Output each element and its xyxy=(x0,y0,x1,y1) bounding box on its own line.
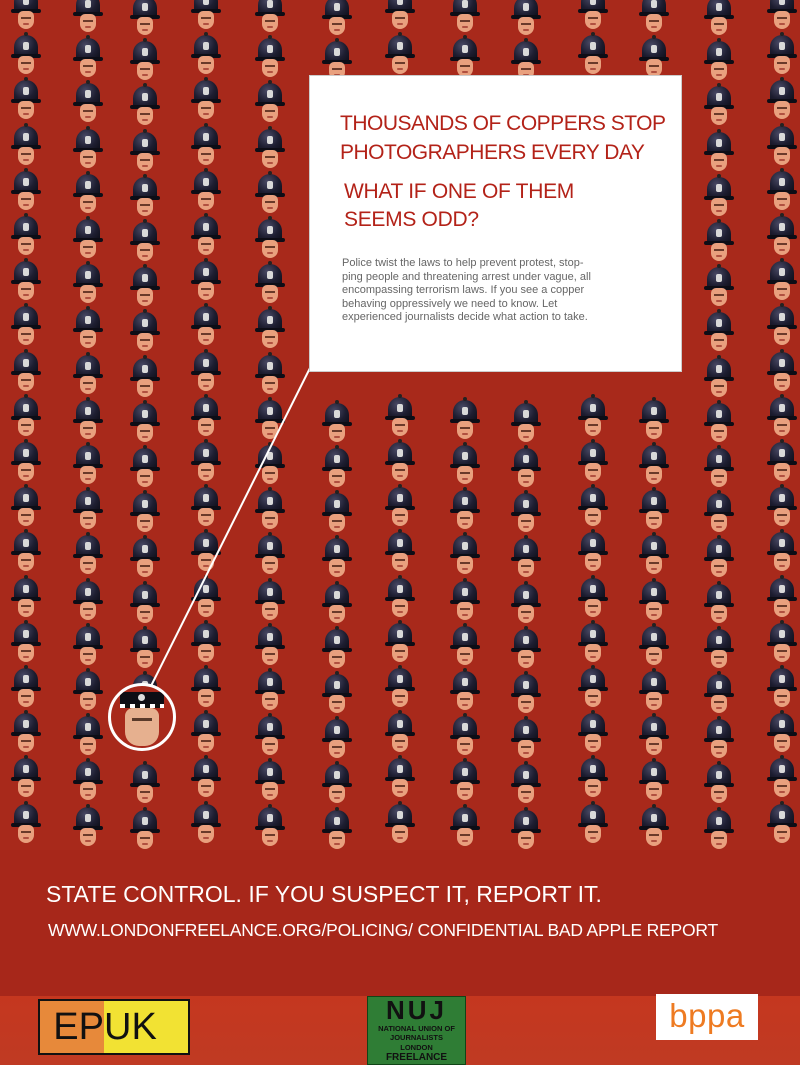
police-helmet-icon xyxy=(320,448,354,490)
nuj-logo xyxy=(367,996,466,1065)
epuk-logo-uk: UK xyxy=(104,1006,157,1048)
subheadline-line-2: SEEMS ODD? xyxy=(344,208,479,231)
police-helmet-icon xyxy=(71,174,105,216)
police-helmet-icon xyxy=(765,126,799,168)
police-helmet-icon xyxy=(9,0,43,32)
police-helmet-icon xyxy=(128,764,162,806)
police-helmet-icon xyxy=(253,174,287,216)
police-helmet-icon xyxy=(320,629,354,671)
police-helmet-icon xyxy=(637,807,671,849)
police-helmet-icon xyxy=(253,671,287,713)
police-helmet-icon xyxy=(637,38,671,80)
police-helmet-icon xyxy=(9,216,43,258)
police-helmet-icon xyxy=(189,35,223,77)
police-helmet-icon xyxy=(637,445,671,487)
police-helmet-icon xyxy=(637,490,671,532)
police-helmet-icon xyxy=(448,671,482,713)
police-helmet-icon xyxy=(702,132,736,174)
police-helmet-icon xyxy=(383,713,417,755)
police-helmet-icon xyxy=(253,355,287,397)
police-helmet-icon xyxy=(765,758,799,800)
police-helmet-icon xyxy=(765,0,799,32)
police-helmet-icon xyxy=(189,352,223,394)
police-helmet-icon xyxy=(320,493,354,535)
police-helmet-icon xyxy=(189,306,223,348)
police-helmet-icon xyxy=(189,442,223,484)
police-helmet-icon xyxy=(702,0,736,38)
police-helmet-icon xyxy=(9,171,43,213)
police-helmet-icon xyxy=(189,126,223,168)
police-helmet-icon xyxy=(765,442,799,484)
callout-text-box xyxy=(309,75,682,372)
police-helmet-icon xyxy=(189,623,223,665)
police-helmet-icon xyxy=(637,581,671,623)
police-helmet-icon xyxy=(9,261,43,303)
police-helmet-icon xyxy=(702,41,736,83)
police-helmet-icon xyxy=(320,764,354,806)
police-helmet-icon xyxy=(383,668,417,710)
police-helmet-icon xyxy=(71,355,105,397)
police-helmet-icon xyxy=(383,578,417,620)
police-helmet-icon xyxy=(71,445,105,487)
police-helmet-icon xyxy=(9,713,43,755)
police-helmet-icon xyxy=(189,758,223,800)
police-helmet-icon xyxy=(71,716,105,758)
police-helmet-icon xyxy=(189,0,223,32)
body-line-5: experienced journalists decide what action to take. xyxy=(342,311,588,323)
police-helmet-icon xyxy=(9,668,43,710)
police-helmet-icon xyxy=(765,487,799,529)
police-helmet-icon xyxy=(765,306,799,348)
police-helmet-icon xyxy=(576,442,610,484)
police-helmet-icon xyxy=(71,535,105,577)
police-helmet-icon xyxy=(253,761,287,803)
police-helmet-icon xyxy=(128,538,162,580)
police-helmet-icon xyxy=(71,581,105,623)
police-helmet-icon xyxy=(383,0,417,32)
police-helmet-icon xyxy=(702,629,736,671)
police-helmet-icon xyxy=(71,309,105,351)
police-helmet-icon xyxy=(383,758,417,800)
police-helmet-icon xyxy=(448,807,482,849)
police-helmet-icon xyxy=(253,129,287,171)
police-helmet-icon xyxy=(702,810,736,850)
police-helmet-icon xyxy=(320,719,354,761)
police-helmet-icon xyxy=(189,578,223,620)
police-helmet-icon xyxy=(128,629,162,671)
police-helmet-icon xyxy=(9,352,43,394)
police-helmet-icon xyxy=(576,623,610,665)
police-helmet-icon xyxy=(765,804,799,846)
police-helmet-icon xyxy=(702,448,736,490)
police-helmet-icon xyxy=(702,584,736,626)
police-helmet-icon xyxy=(9,397,43,439)
police-helmet-icon xyxy=(128,267,162,309)
police-helmet-icon xyxy=(448,0,482,35)
police-helmet-icon xyxy=(71,626,105,668)
police-helmet-icon xyxy=(253,535,287,577)
police-helmet-icon xyxy=(637,400,671,442)
police-helmet-icon xyxy=(189,713,223,755)
police-helmet-icon xyxy=(765,80,799,122)
police-helmet-icon xyxy=(253,581,287,623)
police-helmet-icon xyxy=(253,490,287,532)
police-helmet-icon xyxy=(71,83,105,125)
police-helmet-icon xyxy=(383,487,417,529)
police-helmet-icon xyxy=(637,716,671,758)
police-helmet-icon xyxy=(702,86,736,128)
police-helmet-icon xyxy=(576,397,610,439)
police-helmet-icon xyxy=(509,0,543,38)
cap-badge-icon xyxy=(138,694,145,701)
police-helmet-icon xyxy=(128,0,162,38)
police-helmet-icon xyxy=(509,538,543,580)
police-helmet-icon xyxy=(9,623,43,665)
body-line-2: ping people and threatening arrest under vague, all xyxy=(342,270,591,283)
police-helmet-icon xyxy=(320,403,354,445)
police-helmet-icon xyxy=(448,626,482,668)
police-helmet-icon xyxy=(576,578,610,620)
bppa-logo: bppa xyxy=(656,994,758,1040)
police-helmet-icon xyxy=(509,584,543,626)
police-helmet-icon xyxy=(253,400,287,442)
police-helmet-icon xyxy=(320,538,354,580)
police-helmet-icon xyxy=(71,807,105,849)
police-helmet-icon xyxy=(128,403,162,445)
police-helmet-icon xyxy=(320,810,354,850)
police-helmet-icon xyxy=(702,719,736,761)
police-helmet-icon xyxy=(765,352,799,394)
police-helmet-icon xyxy=(253,626,287,668)
police-helmet-icon xyxy=(189,171,223,213)
headline-line-1: THOUSANDS OF COPPERS STOP xyxy=(340,112,666,135)
police-helmet-icon xyxy=(128,448,162,490)
police-helmet-icon xyxy=(448,400,482,442)
police-helmet-icon xyxy=(128,493,162,535)
police-helmet-icon xyxy=(702,177,736,219)
police-helmet-icon xyxy=(576,487,610,529)
police-helmet-icon xyxy=(765,668,799,710)
police-helmet-icon xyxy=(576,713,610,755)
police-helmet-icon xyxy=(71,400,105,442)
police-helmet-icon xyxy=(253,83,287,125)
police-helmet-icon xyxy=(509,403,543,445)
police-helmet-icon xyxy=(189,668,223,710)
police-helmet-icon xyxy=(509,764,543,806)
police-helmet-icon xyxy=(765,171,799,213)
police-helmet-icon xyxy=(71,264,105,306)
body-line-4: behaving oppressively we need to know. Let xyxy=(342,297,558,310)
nuj-logo-title: NUJ xyxy=(385,996,447,1025)
police-helmet-icon xyxy=(383,35,417,77)
police-helmet-icon xyxy=(702,358,736,400)
police-helmet-icon xyxy=(637,626,671,668)
police-helmet-icon xyxy=(509,629,543,671)
police-helmet-icon xyxy=(576,35,610,77)
police-helmet-icon xyxy=(765,397,799,439)
epuk-logo-ep: EP xyxy=(40,1001,104,1053)
footer-band xyxy=(0,850,800,1065)
body-line-1: Police twist the laws to help prevent protest, stop- xyxy=(342,257,584,269)
police-helmet-icon xyxy=(128,132,162,174)
police-helmet-icon xyxy=(765,623,799,665)
police-helmet-icon xyxy=(71,0,105,35)
police-helmet-icon xyxy=(253,309,287,351)
police-helmet-icon xyxy=(189,487,223,529)
nuj-logo-line-4: FREELANCE xyxy=(385,1052,448,1063)
police-helmet-icon xyxy=(509,674,543,716)
subheadline xyxy=(344,178,664,234)
body-line-3: encompassing terrorism laws. If you see a copper xyxy=(342,284,585,296)
police-helmet-icon xyxy=(9,487,43,529)
subheadline-line-1: WHAT IF ONE OF THEM xyxy=(344,180,574,203)
police-helmet-icon xyxy=(448,581,482,623)
police-helmet-icon xyxy=(189,261,223,303)
headline-line-2: PHOTOGRAPHERS EVERY DAY xyxy=(340,141,645,164)
police-helmet-icon xyxy=(253,445,287,487)
police-helmet-icon xyxy=(71,761,105,803)
police-helmet-icon xyxy=(128,584,162,626)
police-helmet-icon xyxy=(637,761,671,803)
police-helmet-icon xyxy=(637,535,671,577)
slogan: STATE CONTROL. IF YOU SUSPECT IT, REPORT IT. xyxy=(46,881,602,907)
police-helmet-icon xyxy=(253,807,287,849)
police-helmet-icon xyxy=(448,761,482,803)
police-helmet-icon xyxy=(765,216,799,258)
police-helmet-icon xyxy=(253,716,287,758)
police-helmet-icon xyxy=(253,219,287,261)
police-helmet-icon xyxy=(702,674,736,716)
nuj-logo-text-national-union: NATIONAL UNION xyxy=(378,1024,443,1033)
police-helmet-icon xyxy=(71,219,105,261)
police-helmet-icon xyxy=(765,35,799,77)
nuj-logo-line-1 xyxy=(371,1025,462,1033)
nuj-logo-line-3: LONDON xyxy=(400,1043,433,1052)
police-helmet-icon xyxy=(448,445,482,487)
police-helmet-icon xyxy=(702,312,736,354)
police-helmet-icon xyxy=(71,671,105,713)
police-helmet-icon xyxy=(702,267,736,309)
police-helmet-icon xyxy=(637,671,671,713)
police-helmet-icon xyxy=(637,0,671,35)
police-helmet-icon xyxy=(128,222,162,264)
police-helmet-icon xyxy=(128,41,162,83)
police-helmet-icon xyxy=(320,584,354,626)
police-helmet-icon xyxy=(128,86,162,128)
police-helmet-icon xyxy=(320,0,354,38)
police-helmet-icon xyxy=(128,312,162,354)
police-helmet-icon xyxy=(383,532,417,574)
police-helmet-icon xyxy=(509,810,543,850)
police-helmet-icon xyxy=(128,810,162,850)
police-helmet-icon xyxy=(576,758,610,800)
police-helmet-icon xyxy=(9,442,43,484)
police-helmet-icon xyxy=(702,538,736,580)
police-helmet-icon xyxy=(128,177,162,219)
epuk-logo xyxy=(38,999,190,1055)
police-helmet-icon xyxy=(765,261,799,303)
police-helmet-icon xyxy=(9,804,43,846)
police-helmet-icon xyxy=(253,38,287,80)
police-helmet-icon xyxy=(253,0,287,35)
police-helmet-icon xyxy=(509,719,543,761)
police-helmet-icon xyxy=(9,80,43,122)
police-helmet-icon xyxy=(448,490,482,532)
police-helmet-icon xyxy=(576,532,610,574)
police-helmet-icon xyxy=(71,490,105,532)
police-helmet-icon xyxy=(576,0,610,32)
police-helmet-icon xyxy=(9,126,43,168)
headline xyxy=(340,109,680,167)
police-helmet-icon xyxy=(189,804,223,846)
police-helmet-icon xyxy=(9,306,43,348)
police-helmet-icon xyxy=(320,674,354,716)
police-helmet-icon xyxy=(9,35,43,77)
police-helmet-icon xyxy=(9,578,43,620)
police-helmet-icon xyxy=(702,764,736,806)
police-helmet-icon xyxy=(765,713,799,755)
police-helmet-icon xyxy=(383,623,417,665)
police-helmet-icon xyxy=(253,264,287,306)
officer-face-icon xyxy=(125,708,159,746)
police-helmet-icon xyxy=(448,716,482,758)
police-helmet-icon xyxy=(71,38,105,80)
police-helmet-icon xyxy=(71,129,105,171)
police-helmet-icon xyxy=(509,448,543,490)
police-helmet-icon xyxy=(765,532,799,574)
police-helmet-icon xyxy=(128,358,162,400)
police-helmet-icon xyxy=(576,668,610,710)
police-helmet-icon xyxy=(702,403,736,445)
police-helmet-icon xyxy=(383,397,417,439)
nuj-logo-line-2: JOURNALISTS xyxy=(390,1033,443,1042)
police-helmet-icon xyxy=(383,804,417,846)
police-helmet-icon xyxy=(448,535,482,577)
police-helmet-icon xyxy=(448,38,482,80)
police-helmet-icon xyxy=(702,493,736,535)
police-helmet-icon xyxy=(189,216,223,258)
police-helmet-icon xyxy=(765,578,799,620)
nuj-logo-text-of: OF xyxy=(444,1024,455,1033)
police-helmet-icon xyxy=(189,532,223,574)
body-text xyxy=(342,257,660,325)
police-helmet-icon xyxy=(702,222,736,264)
police-helmet-icon xyxy=(9,532,43,574)
highlighted-officer-circle xyxy=(108,683,176,751)
police-helmet-icon xyxy=(9,758,43,800)
police-helmet-icon xyxy=(383,442,417,484)
police-helmet-icon xyxy=(189,80,223,122)
report-url[interactable]: WWW.LONDONFREELANCE.ORG/POLICING/ CONFIDENTIAL BAD APPLE REPORT xyxy=(48,920,719,940)
police-helmet-icon xyxy=(576,804,610,846)
police-helmet-icon xyxy=(509,493,543,535)
police-helmet-icon xyxy=(189,397,223,439)
